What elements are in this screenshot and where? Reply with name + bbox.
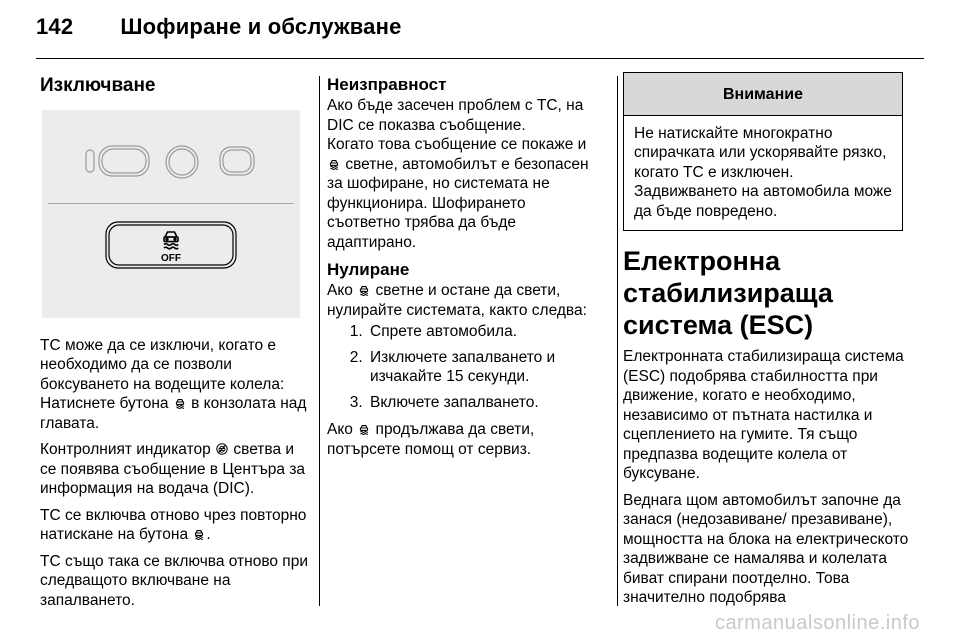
page-number: 142 [36,14,74,39]
paragraph: TC също така се включва отново при следващото включване на запалването. [40,552,308,609]
overhead-console-svg [42,110,300,318]
warning-title: Внимание [624,73,902,116]
console-illustration [42,110,300,318]
header-rule [36,58,924,59]
tc-off-indicator-icon [216,443,228,455]
tc-indicator-icon [358,423,370,435]
page-header [36,14,402,40]
column-right [623,72,913,615]
tc-button-icon [193,528,205,540]
paragraph: Веднага щом автомобилът започне да занася (недозавиване/ презавиване), мощността на блока на електрическото задвижване се намалява и колелата биват спирани поотделно. Това значително подобрява [623,491,909,606]
section-heading: Неизправност [327,75,447,94]
section-heading: Нулиране [327,260,410,279]
list-item: 3. Включете запалването. [367,393,603,413]
paragraph: TC може да се изключи, когато е необходимо да се позволи боксуването на водещите колела: Натиснете бутона в конзолата над главата. [40,336,307,432]
column-divider [319,76,320,606]
paragraph: Контролният индикатор светва и се появява съобщение в Центъра за информация на водача (DIC). [40,441,306,497]
reset-steps-list [327,322,603,412]
tc-indicator-icon [358,284,370,296]
paragraph: TC се включва отново чрез повторно натискане на бутона . [40,506,307,543]
section-heading: Електронна стабилизираща система (ESC) [623,246,833,340]
column-divider [617,76,618,606]
off-button-label: OFF [161,252,181,264]
warning-box [623,72,903,231]
list-item: 2. Изключете запалването и изчакайте 15 секунди. [367,348,603,387]
console-divider [48,203,294,204]
paragraph: Когато това съобщение се покаже и светне, автомобилът е безопасен за шофиране, но системата не функционира. Шофирането съответно трябва да бъде адаптирано. [327,136,589,251]
chapter-title: Шофиране и обслужване [120,14,402,39]
warning-text: Не натискайте многократно спирачката или ускорявайте рязко, когато TC е изключен. Задвижването на автомобила може да бъде повредено. [634,124,892,220]
column-left [40,72,312,617]
list-item: 1. Спрете автомобила. [367,322,603,342]
paragraph: Ако бъде засечен проблем с TC, на DIC се показва съобщение. [327,97,584,134]
column-middle [327,72,603,466]
section-heading: Изключване [40,75,156,96]
paragraph: Ако продължава да свети, потърсете помощ от сервиз. [327,421,535,458]
paragraph: Електронната стабилизираща система (ESC) подобрява стабилността при движение, когато е необходимо, независимо от пътната настилка и сцеплението на гумите. Тя също предпазва водещите колела от буксуване. [623,348,904,482]
paragraph: Ако светне и остане да свети, нулирайте системата, както следва: [327,282,587,319]
watermark: carmanualsonline.info [714,612,920,634]
tc-indicator-icon [328,158,340,170]
tc-button-icon [174,397,186,409]
